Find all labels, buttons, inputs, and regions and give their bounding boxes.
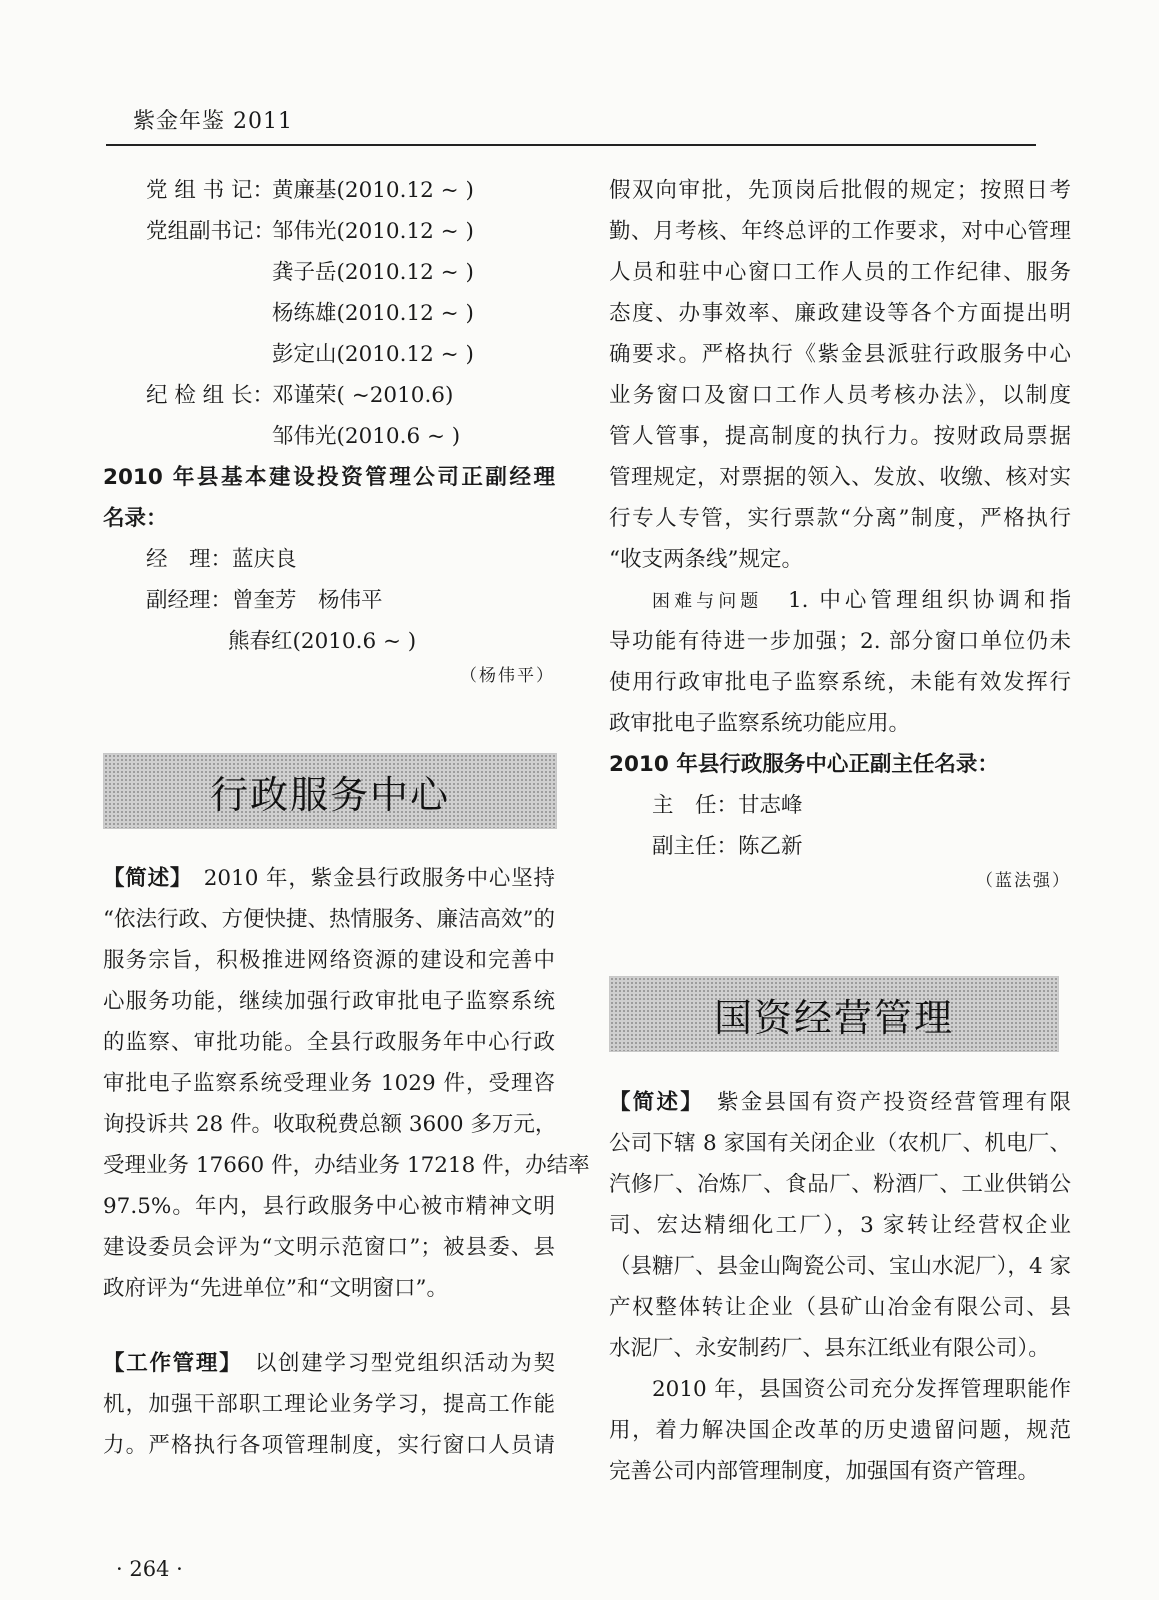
section-title: 行政服务中心 — [209, 772, 450, 817]
paragraph-line: （县糖厂、县金山陶瓷公司、宝山水泥厂），4 家 — [609, 1254, 1071, 1279]
paragraph-line: “依法行政、方便快捷、热情服务、廉洁高效”的 — [103, 907, 555, 932]
running-header-title: 紫金年鉴 2011 — [133, 109, 293, 134]
paragraph-line: 完善公司内部管理制度，加强国有资产管理。 — [609, 1459, 1040, 1484]
paragraph-line: 【简述】 紫金县国有资产投资经营管理有限 — [609, 1090, 1071, 1115]
paragraph-line: 行专人专管，实行票款“分离”制度，严格执行 — [609, 506, 1071, 531]
paragraph-line: 力。严格执行各项管理制度，实行窗口人员请 — [103, 1433, 555, 1458]
list-item: 副经理：曾奎芳 杨伟平 — [146, 588, 383, 613]
list-item: 杨练雄(2010.12 ~ ) — [272, 301, 474, 326]
right-column-body — [609, 1082, 1071, 1492]
paragraph-line: 建设委员会评为“文明示范窗口”；被县委、县 — [103, 1235, 555, 1260]
paragraph-line: 心服务功能，继续加强行政审批电子监察系统 — [103, 989, 555, 1014]
left-column — [103, 170, 555, 698]
paragraph-line: 管人管事，提高制度的执行力。按财政局票据 — [609, 424, 1071, 449]
paragraph-line: 政府评为“先进单位”和“文明窗口”。 — [103, 1276, 448, 1301]
paragraph-line: 使用行政审批电子监察系统，未能有效发挥行 — [609, 670, 1071, 695]
list-item: 党 组 书 记：黄廉基(2010.12 ~ ) — [146, 178, 474, 203]
paragraph-line: 勤、月考核、年终总评的工作要求，对中心管理 — [609, 219, 1071, 244]
problems-tag: 困难与问题 — [652, 591, 763, 612]
section-title: 国资经营管理 — [713, 995, 954, 1040]
list-item: 主 任：甘志峰 — [652, 793, 803, 818]
list-item: 党组副书记：邹伟光(2010.12 ~ ) — [146, 219, 474, 244]
paragraph-line: 困难与问题 1. 中心管理组织协调和指 — [652, 588, 1071, 613]
paragraph-line: 政审批电子监察系统功能应用。 — [609, 711, 911, 736]
author-credit: （杨伟平） — [460, 666, 555, 686]
paragraph-line: 的监察、审批功能。全县行政服务年中心行政 — [103, 1030, 555, 1055]
paragraph-line: 水泥厂、永安制药厂、县东江纸业有限公司）。 — [609, 1336, 1050, 1361]
list-item: 经 理：蓝庆良 — [146, 547, 297, 572]
list-item: 熊春红(2010.6 ~ ) — [228, 629, 417, 654]
paragraph-line: 导功能有待进一步加强；2. 部分窗口单位仍未 — [609, 629, 1071, 654]
paragraph-line: 态度、办事效率、廉政建设等各个方面提出明 — [609, 301, 1071, 326]
page-number: · 264 · — [116, 1557, 183, 1581]
paragraph-line: 询投诉共 28 件。收取税费总额 3600 多万元， — [103, 1112, 557, 1137]
paragraph-line: 公司下辖 8 家国有关闭企业（农机厂、机电厂、 — [609, 1131, 1071, 1156]
section-banner-admin-service — [103, 753, 557, 829]
paragraph-line: 司、宏达精细化工厂），3 家转让经营权企业 — [609, 1213, 1071, 1238]
paragraph-line: 97.5%。年内，县行政服务中心被市精神文明 — [103, 1194, 555, 1219]
paragraph-line: 确要求。严格执行《紫金县派驻行政服务中心 — [609, 342, 1071, 367]
party-leader-list — [103, 170, 555, 457]
paragraph-line: 汽修厂、冶炼厂、食品厂、粉酒厂、工业供销公 — [609, 1172, 1071, 1197]
paragraph-line: 人员和驻中心窗口工作人员的工作纪律、服务 — [609, 260, 1071, 285]
paragraph-line: 服务宗旨，积极推进网络资源的建设和完善中 — [103, 948, 555, 973]
paragraph-line: 假双向审批，先顶岗后批假的规定；按照日考 — [609, 178, 1071, 203]
invest-manager-list — [103, 539, 555, 662]
paragraph-line: 用，着力解决国企改革的历史遗留问题，规范 — [609, 1418, 1071, 1443]
paragraph-line: 【工作管理】 以创建学习型党组织活动为契 — [103, 1351, 555, 1376]
list-item: 龚子岳(2010.12 ~ ) — [272, 260, 474, 285]
invest-company-heading: 2010 年县基本建设投资管理公司正副经理 — [103, 465, 555, 490]
list-item: 副主任：陈乙新 — [652, 834, 803, 859]
list-item: 邹伟光(2010.6 ~ ) — [272, 424, 461, 449]
paragraph-line: 受理业务 17660 件，办结业务 17218 件，办结率 — [103, 1153, 590, 1178]
paragraph-line: 2010 年，县国资公司充分发挥管理职能作 — [652, 1377, 1071, 1402]
paragraph-line: 机，加强干部职工理论业务学习，提高工作能 — [103, 1392, 555, 1417]
paragraph-line: 产权整体转让企业（县矿山冶金有限公司、县 — [609, 1295, 1071, 1320]
list-item: 纪 检 组 长：邓谨荣( ~2010.6) — [146, 383, 454, 408]
paragraph-line: 业务窗口及窗口工作人员考核办法》，以制度 — [609, 383, 1071, 408]
paragraph-line: 【简述】 2010 年，紫金县行政服务中心坚持 — [103, 866, 555, 891]
list-item: 彭定山(2010.12 ~ ) — [272, 342, 474, 367]
invest-company-heading-cont: 名录： — [103, 506, 168, 531]
header-rule — [106, 144, 1036, 146]
left-column-body — [103, 858, 590, 1309]
paragraph-line: “收支两条线”规定。 — [609, 547, 803, 572]
author-credit: （蓝法强） — [976, 871, 1071, 891]
right-column — [609, 170, 1071, 903]
service-center-heading: 2010 年县行政服务中心正副主任名录： — [609, 752, 999, 777]
paragraph-line: 管理规定，对票据的领入、发放、收缴、核对实 — [609, 465, 1071, 490]
paragraph-line: 审批电子监察系统受理业务 1029 件，受理咨 — [103, 1071, 555, 1096]
section-banner-state-assets — [609, 976, 1059, 1052]
left-work-management — [103, 1343, 555, 1466]
